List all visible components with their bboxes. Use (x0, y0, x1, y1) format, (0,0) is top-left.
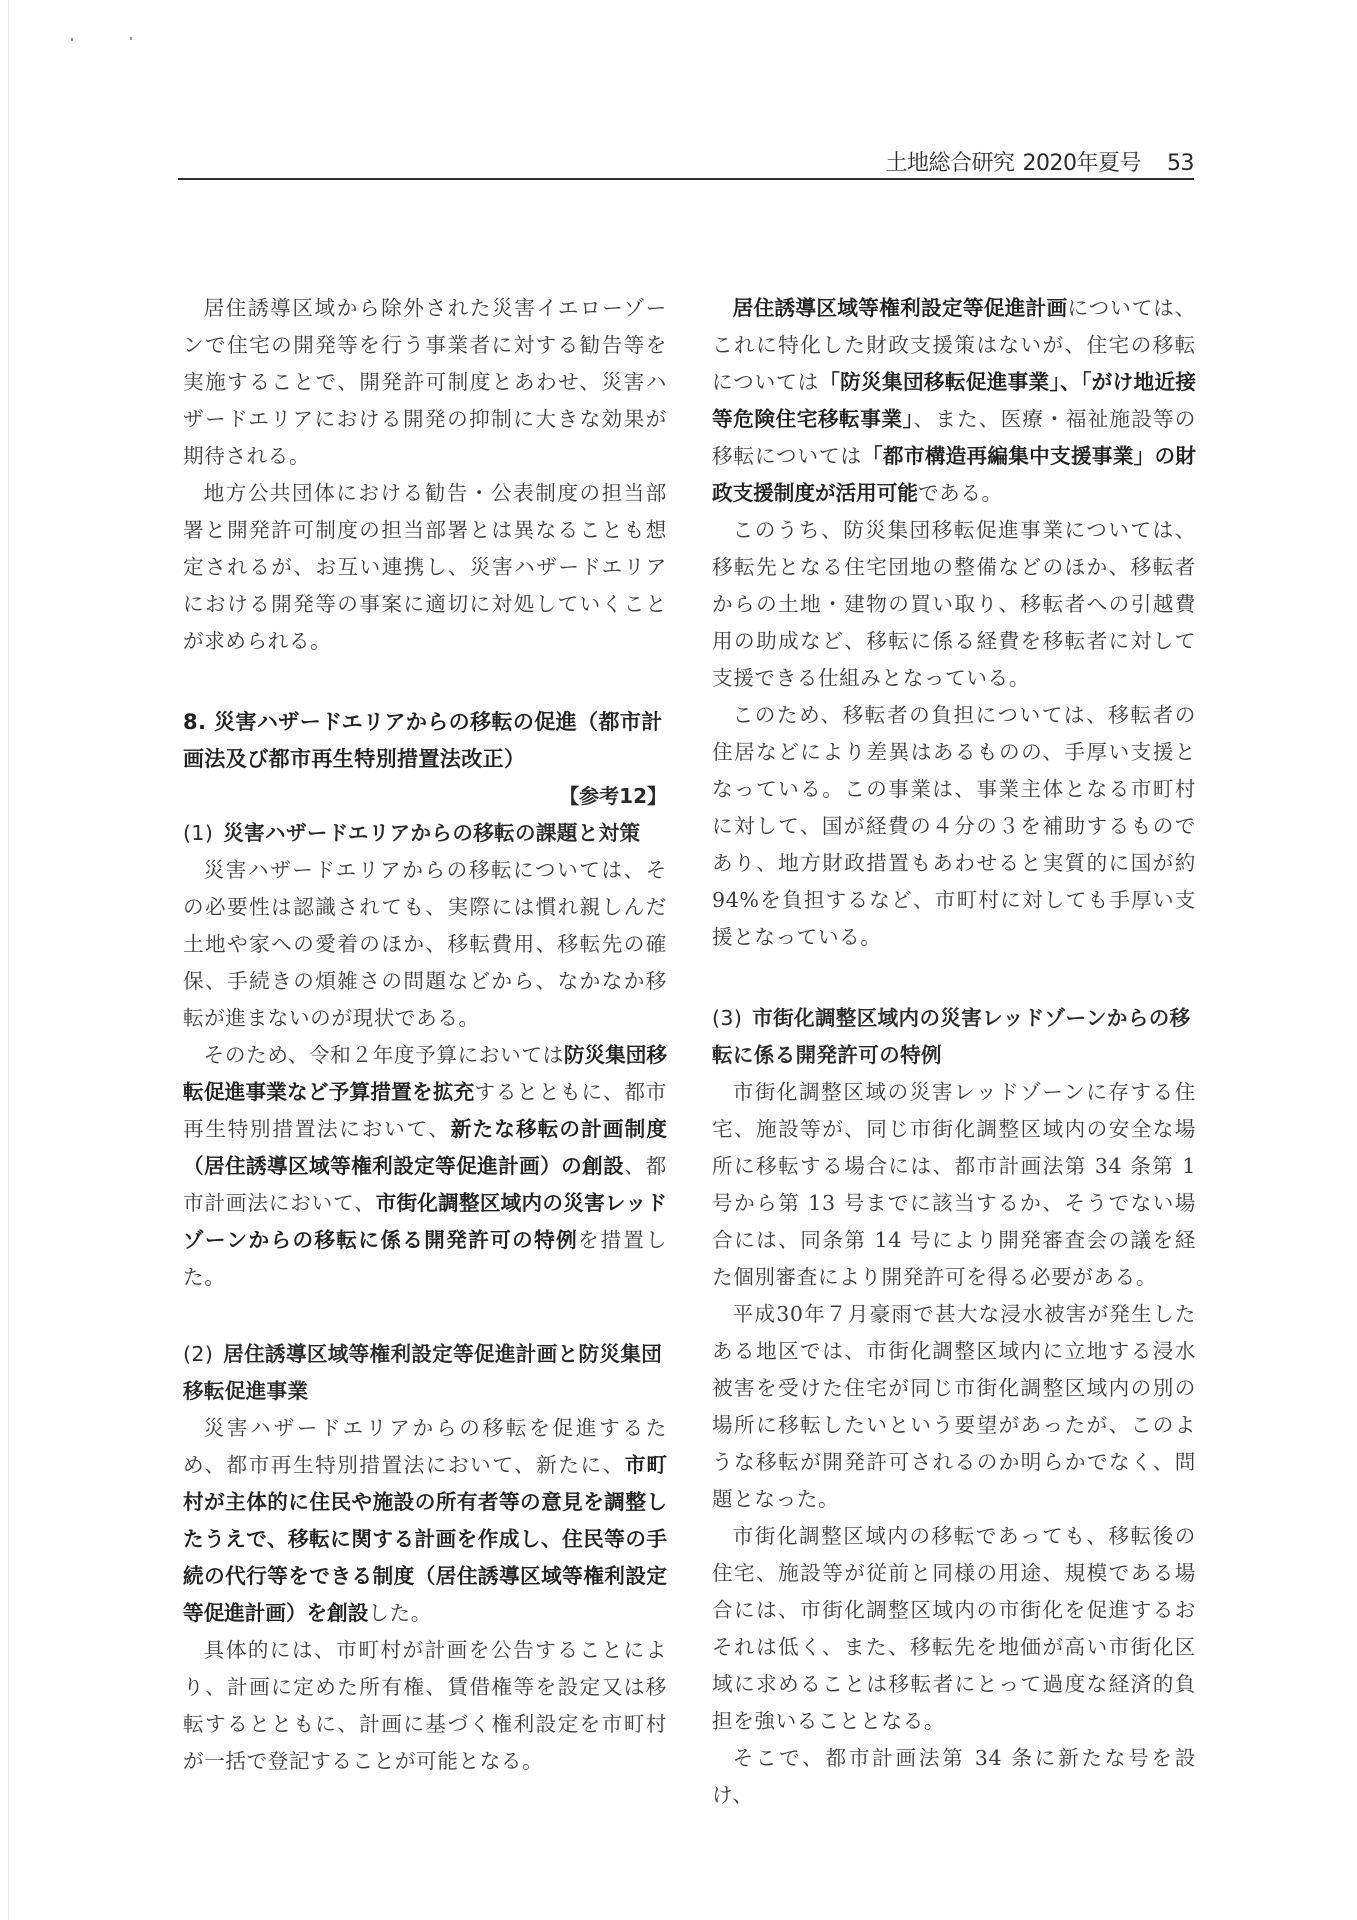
paragraph: 地方公共団体における勧告・公表制度の担当部署と開発許可制度の担当部署とは異なることも想定されるが、お互い連携し、災害ハザードエリアにおける開発等の事案に適切に対処していくことが求められる。 (183, 481, 667, 653)
paragraph: 市街化調整区域の災害レッドゾーンに存する住宅、施設等が、同じ市街化調整区域内の安全な場所に移転する場合には、都市計画法第 34 条第 1 号から第 13 号までに該当するか、そうでない場合には、同条第 14 号により開発審査会の議を経た個別審査により開発許可を得る必要がある。 (712, 1080, 1196, 1289)
bold-run: 新たな移転の計画制度（居住誘導区域等権利設定等促進計画）の創設 (183, 1117, 668, 1178)
header-text (885, 146, 1194, 177)
text-run: である。 (917, 481, 1003, 505)
running-header (178, 146, 1194, 178)
section-heading-8: 8. 災害ハザードエリアからの移転の促進（都市計画法及び都市再生特別措置法改正） (183, 710, 663, 771)
right-column (712, 290, 1196, 1814)
left-column (183, 290, 667, 1780)
paragraph (183, 1410, 667, 1632)
page-number: 53 (1167, 151, 1194, 176)
paragraph: 市街化調整区域内の移転であっても、移転後の住宅、施設等が従前と同様の用途、規模である場合には、市街化調整区域内の市街化を促進するおそれは低く、また、移転先を地価が高い市街化区域に求めることは移転者にとって過度な経済的負担を強いることとなる。 (712, 1524, 1196, 1733)
subsection-number: (3) (712, 1006, 743, 1030)
subsection-number: (1) (183, 821, 214, 845)
text-run: 災害ハザードエリアからの移転を促進するため、都市再生特別措置法において、新たに、 (183, 1416, 667, 1477)
subsection-title: 災害ハザードエリアからの移転の課題と対策 (223, 821, 641, 845)
paragraph: 居住誘導区域から除外された災害イエローゾーンで住宅の開発等を行う事業者に対する勧告等を実施することで、開発許可制度とあわせ、災害ハザードエリアにおける開発の抑制に大きな効果が期待される。 (183, 296, 667, 468)
scan-artifact (130, 37, 132, 40)
journal-title: 土地総合研究 (885, 151, 1015, 176)
paragraph: このため、移転者の負担については、移転者の住居などにより差異はあるものの、手厚い支援となっている。この事業は、事業主体となる市町村に対して、国が経費の４分の３を補助するものであり、地方財政措置もあわせると実質的に国が約94%を負担するなど、市町村に対しても手厚い支援となっている。 (712, 703, 1196, 949)
subsection-title: 居住誘導区域等権利設定等促進計画と防災集団移転促進事業 (183, 1342, 663, 1403)
subsection-heading-3 (712, 1000, 1196, 1074)
text-run: するとともに、都市再生特別措置法において、 (183, 1080, 667, 1141)
text-run: を措置した。 (183, 1228, 667, 1289)
subsection-heading-2 (183, 1336, 667, 1410)
bold-run: 防災集団移転促進事業など予算措置を拡充 (183, 1043, 668, 1104)
bold-run: 市街化調整区域内の災害レッドゾーンからの移転に係る開発許可の特例 (183, 1191, 667, 1252)
paragraph: そこで、都市計画法第 34 条に新たな号を設け、 (712, 1746, 1196, 1807)
paragraph (712, 290, 1196, 512)
reference-label: 【参考12】 (559, 784, 667, 808)
scan-artifact (71, 38, 73, 41)
paragraph: 平成30年７月豪雨で甚大な浸水被害が発生したある地区では、市街化調整区域内に立地する浸水被害を受けた住宅が同じ市街化調整区域内の別の場所に移転したいという要望があったが、このような移転が開発許可されるのか明らかでなく、問題となった。 (712, 1302, 1196, 1511)
bold-run: 「防災集団移転促進事業」、「がけ地近接等危険住宅移転事業」 (712, 370, 1196, 431)
bold-run: 「都市構造再編集中支援事業」の財政支援制度が活用可能 (712, 444, 1196, 505)
paragraph: 災害ハザードエリアからの移転については、その必要性は認識されても、実際には慣れ親しんだ土地や家への愛着のほか、移転費用、移転先の確保、手続きの煩雑さの問題などから、なかなか移転が進まないのが現状である。 (183, 858, 667, 1030)
paragraph: 具体的には、市町村が計画を公告することにより、計画に定めた所有権、賃借権等を設定又は移転するとともに、計画に基づく権利設定を市町村が一括で登記することが可能となる。 (183, 1638, 667, 1773)
bold-run: 居住誘導区域等権利設定等促進計画 (732, 296, 1068, 320)
text-run: については、これに特化した財政支援策はないが、住宅の移転については (712, 296, 1197, 394)
paragraph (183, 1037, 667, 1296)
bold-run: 市町村が主体的に住民や施設の所有者等の意見を調整したうえで、移転に関する計画を作成し、住民等の手続の代行等をできる制度（居住誘導区域等権利設定等促進計画）を創設 (183, 1453, 668, 1625)
header-rule (178, 178, 1194, 180)
page-edge (8, 0, 9, 1920)
subsection-title: 市街化調整区域内の災害レッドゾーンからの移転に係る開発許可の特例 (712, 1006, 1191, 1067)
text-run: 、都市計画法において、 (183, 1154, 668, 1215)
subsection-number: (2) (183, 1342, 214, 1366)
journal-issue: 2020年夏号 (1022, 151, 1141, 176)
text-run: そのため、令和２年度予算においては (203, 1043, 564, 1067)
subsection-heading-1 (183, 815, 667, 852)
text-run: した。 (368, 1601, 432, 1625)
paragraph: このうち、防災集団移転促進事業については、移転先となる住宅団地の整備などのほか、移転者からの土地・建物の買い取り、移転者への引越費用の助成など、移転に係る経費を移転者に対して支援できる仕組みとなっている。 (712, 518, 1196, 690)
text-run: 、また、医療・福祉施設等の移転については (712, 407, 1196, 468)
